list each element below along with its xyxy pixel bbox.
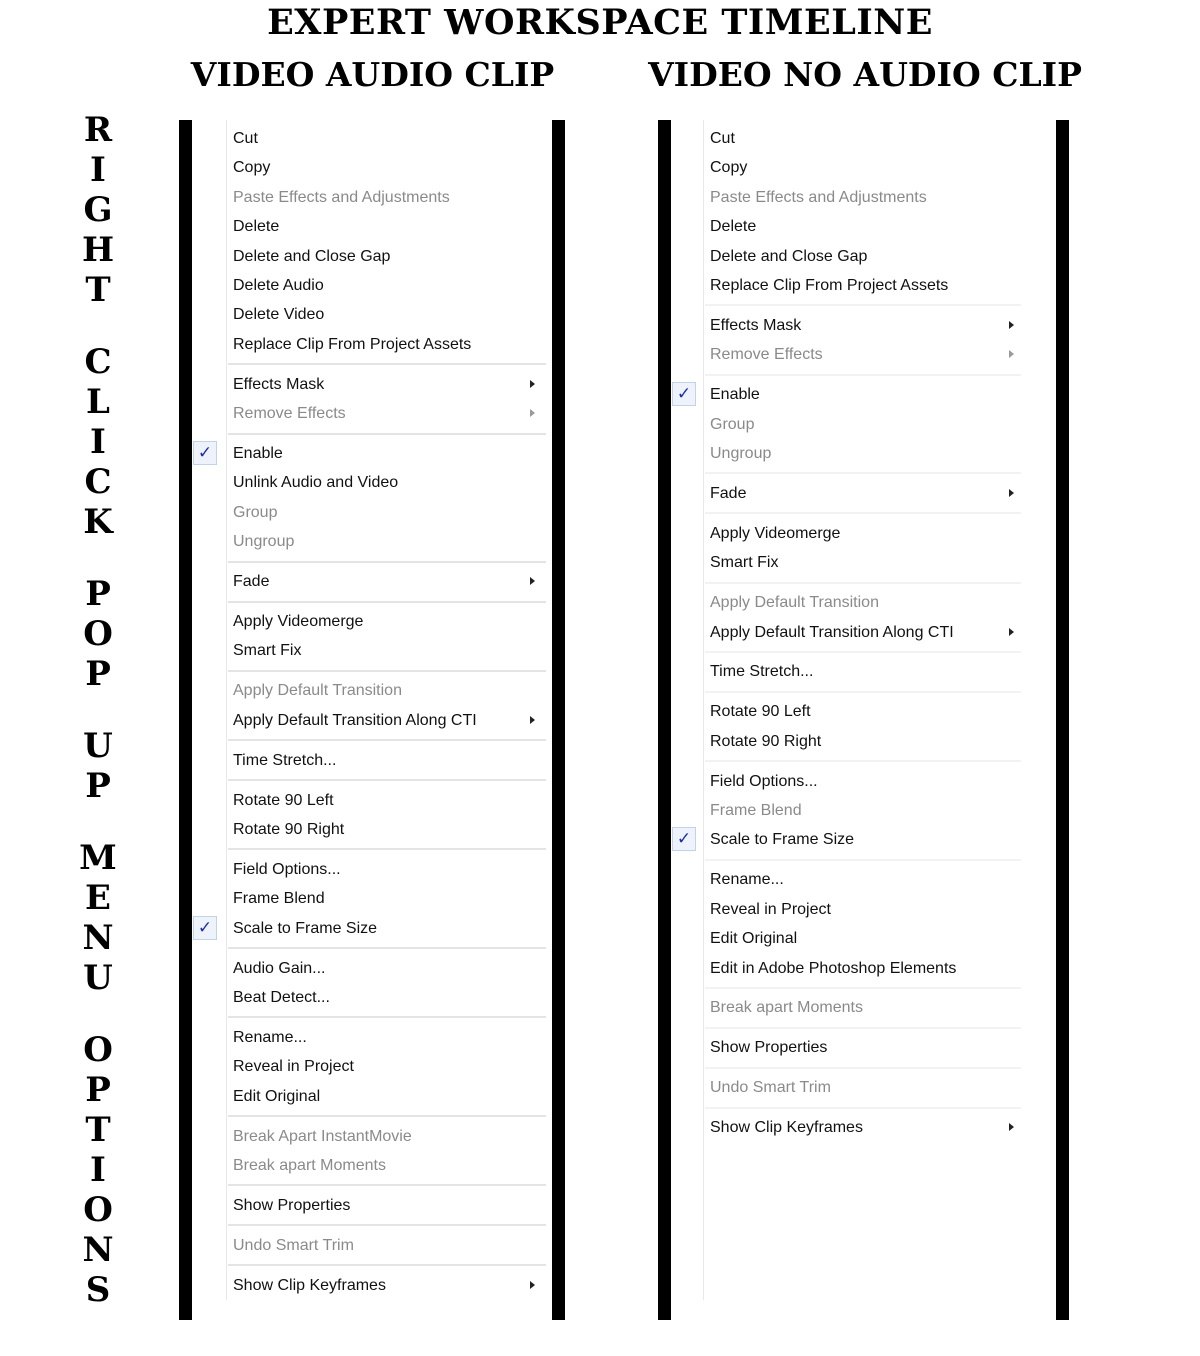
menu-item-label: Beat Detect...: [233, 988, 330, 1006]
side-label-letter: P: [85, 654, 111, 694]
menu-item-reveal-in-project[interactable]: [671, 895, 1027, 924]
left-menu-border-right: [552, 120, 565, 1320]
menu-item-group: [671, 410, 1027, 439]
menu-item-show-properties[interactable]: [192, 1191, 550, 1220]
right-menu-border-right: [1056, 120, 1069, 1320]
side-label-letter: C: [84, 462, 112, 502]
menu-item-label: Fade: [710, 484, 747, 502]
menu-item-label: Group: [710, 415, 755, 433]
menu-item-smart-fix[interactable]: [192, 636, 550, 665]
side-label-letter: O: [83, 614, 113, 654]
menu-item-label: Reveal in Project: [233, 1058, 354, 1076]
menu-item-apply-default-transition: [192, 676, 550, 705]
side-label-letter: P: [85, 574, 111, 614]
menu-item-show-clip-keyframes[interactable]: [192, 1271, 550, 1300]
menu-item-label: Edit Original: [233, 1087, 321, 1105]
menu-item-break-apart-moments: [192, 1151, 550, 1180]
side-label-letter: M: [79, 838, 117, 878]
menu-item-label: Show Clip Keyframes: [710, 1119, 863, 1137]
side-label-letter: T: [85, 270, 111, 310]
menu-item-rotate-90-right[interactable]: [671, 727, 1027, 756]
menu-item-scale-to-frame-size[interactable]: [192, 914, 550, 943]
menu-item-fade[interactable]: [671, 479, 1027, 508]
menu-item-delete[interactable]: [671, 212, 1027, 241]
menu-item-label: Audio Gain...: [233, 959, 326, 977]
menu-item-label: Apply Videomerge: [710, 524, 841, 542]
menu-item-delete[interactable]: [192, 212, 550, 241]
menu-separator: [705, 859, 1021, 861]
menu-item-time-stretch[interactable]: [192, 746, 550, 775]
menu-item-break-apart-instantmovie: [192, 1122, 550, 1151]
menu-item-label: Delete Audio: [233, 277, 324, 294]
menu-item-label: Undo Smart Trim: [710, 1079, 831, 1097]
menu-separator: [705, 374, 1021, 376]
menu-separator: [228, 1264, 546, 1266]
menu-item-label: Ungroup: [233, 533, 295, 551]
menu-item-undo-smart-trim: [192, 1231, 550, 1260]
menu-item-field-options[interactable]: [671, 767, 1027, 796]
menu-separator: [228, 363, 546, 365]
menu-item-cut[interactable]: [671, 124, 1027, 153]
side-label-letter: C: [84, 342, 112, 382]
menu-item-beat-detect[interactable]: [192, 983, 550, 1012]
menu-separator: [705, 691, 1021, 693]
menu-item-label: Scale to Frame Size: [710, 831, 855, 849]
menu-item-scale-to-frame-size[interactable]: [671, 825, 1027, 854]
menu-item-label: Apply Default Transition: [710, 594, 879, 612]
menu-separator: [228, 779, 546, 781]
menu-item-effects-mask[interactable]: [671, 311, 1027, 340]
side-label-letter: I: [90, 422, 106, 462]
menu-separator: [705, 987, 1021, 989]
menu-item-smart-fix[interactable]: [671, 548, 1027, 577]
menu-item-label: Apply Videomerge: [233, 613, 364, 630]
menu-item-label: Replace Clip From Project Assets: [710, 277, 949, 294]
menu-item-apply-default-transition-along-cti[interactable]: [671, 618, 1027, 647]
menu-item-label: Edit in Adobe Photoshop Elements: [710, 959, 957, 977]
menu-item-unlink-audio-and-video[interactable]: [192, 468, 550, 497]
page-title: EXPERT WORKSPACE TIMELINE: [267, 2, 933, 43]
menu-item-label: Rotate 90 Left: [233, 791, 334, 809]
menu-item-label: Delete and Close Gap: [710, 247, 868, 265]
menu-item-label: Undo Smart Trim: [233, 1236, 354, 1254]
menu-item-label: Rotate 90 Right: [233, 820, 345, 838]
menu-item-label: Paste Effects and Adjustments: [233, 188, 450, 206]
menu-item-apply-default-transition-along-cti[interactable]: [192, 706, 550, 735]
menu-item-label: Frame Blend: [710, 802, 802, 819]
menu-item-ungroup: [192, 527, 550, 556]
menu-item-edit-original[interactable]: [671, 924, 1027, 953]
menu-item-rename[interactable]: [192, 1023, 550, 1052]
menu-item-break-apart-moments: [671, 993, 1027, 1022]
menu-item-label: Frame Blend: [233, 890, 325, 908]
menu-item-label: Break apart Moments: [710, 999, 863, 1017]
menu-item-replace-clip-from-project-assets[interactable]: [192, 330, 550, 359]
side-label-letter: K: [83, 502, 113, 542]
side-label-letter: U: [83, 958, 113, 998]
menu-item-reveal-in-project[interactable]: [192, 1052, 550, 1081]
menu-item-delete-and-close-gap[interactable]: [671, 242, 1027, 271]
menu-item-paste-effects-and-adjustments: [671, 183, 1027, 212]
menu-separator: [705, 304, 1021, 306]
menu-item-label: Delete and Close Gap: [233, 247, 391, 265]
menu-item-label: Break Apart InstantMovie: [233, 1127, 412, 1145]
menu-separator: [228, 433, 546, 435]
menu-item-label: Show Properties: [233, 1196, 351, 1214]
menu-item-label: Cut: [710, 130, 735, 147]
menu-item-show-clip-keyframes[interactable]: [671, 1113, 1027, 1142]
menu-item-rename[interactable]: [671, 865, 1027, 894]
menu-separator: [705, 1067, 1021, 1069]
right-menu-border-left: [658, 120, 671, 1320]
menu-item-label: Paste Effects and Adjustments: [710, 188, 927, 206]
menu-item-label: Time Stretch...: [233, 751, 337, 769]
menu-item-label: Delete: [233, 218, 280, 236]
menu-item-group: [192, 498, 550, 527]
menu-separator: [705, 472, 1021, 474]
menu-item-label: Cut: [233, 130, 258, 147]
menu-item-delete-and-close-gap[interactable]: [192, 242, 550, 271]
menu-item-label: Edit Original: [710, 930, 798, 948]
side-label-letter: I: [90, 1150, 106, 1190]
side-label-letter: N: [82, 1230, 114, 1270]
side-label-letter: O: [83, 1190, 113, 1230]
menu-item-label: Effects Mask: [233, 375, 325, 393]
menu-item-replace-clip-from-project-assets[interactable]: [671, 271, 1027, 300]
menu-item-label: Scale to Frame Size: [233, 919, 378, 937]
menu-item-label: Delete: [710, 218, 757, 236]
menu-item-label: Replace Clip From Project Assets: [233, 335, 472, 353]
menu-separator: [228, 1224, 546, 1226]
menu-item-label: Fade: [233, 573, 270, 591]
menu-item-label: Field Options...: [710, 772, 818, 790]
menu-item-rotate-90-left[interactable]: [671, 697, 1027, 726]
menu-separator: [705, 760, 1021, 762]
menu-item-label: Smart Fix: [233, 642, 302, 660]
menu-item-rotate-90-right[interactable]: [192, 815, 550, 844]
side-label-letter: L: [86, 382, 110, 422]
menu-item-label: Rotate 90 Right: [710, 732, 822, 750]
menu-item-label: Apply Default Transition Along CTI: [233, 711, 477, 729]
menu-item-label: Rename...: [233, 1028, 307, 1046]
menu-item-ungroup: [671, 439, 1027, 468]
side-label-letter: P: [85, 1070, 111, 1110]
menu-item-label: Ungroup: [710, 445, 772, 462]
menu-item-label: Unlink Audio and Video: [233, 474, 399, 492]
menu-item-delete-video[interactable]: [192, 300, 550, 329]
menu-item-label: Group: [233, 503, 278, 521]
menu-separator: [228, 739, 546, 741]
menu-separator: [705, 1107, 1021, 1109]
menu-separator: [228, 561, 546, 563]
menu-separator: [228, 1115, 546, 1117]
checkmark-icon: ✓: [672, 382, 696, 406]
menu-item-rotate-90-left[interactable]: [192, 786, 550, 815]
side-label-letter: I: [90, 150, 106, 190]
menu-item-apply-videomerge[interactable]: [671, 519, 1027, 548]
menu-item-label: Break apart Moments: [233, 1156, 386, 1174]
menu-separator: [228, 947, 546, 949]
menu-separator: [228, 1016, 546, 1018]
side-label-letter: H: [81, 230, 115, 270]
side-label-letter: O: [83, 1030, 113, 1070]
menu-item-effects-mask[interactable]: [192, 370, 550, 399]
side-label-letter: N: [82, 918, 114, 958]
menu-item-field-options[interactable]: [192, 855, 550, 884]
side-label-letter: E: [85, 878, 111, 918]
menu-item-undo-smart-trim: [671, 1073, 1027, 1102]
side-label-letter: G: [83, 190, 113, 230]
menu-item-label: Field Options...: [233, 860, 341, 878]
left-menu-border-left: [179, 120, 192, 1320]
menu-item-enable[interactable]: [192, 439, 550, 468]
menu-item-label: Enable: [233, 445, 283, 462]
menu-item-remove-effects: [671, 340, 1027, 369]
menu-item-label: Apply Default Transition Along CTI: [710, 623, 954, 641]
menu-separator: [228, 1184, 546, 1186]
menu-item-audio-gain[interactable]: [192, 954, 550, 983]
menu-separator: [705, 512, 1021, 514]
menu-item-time-stretch[interactable]: [671, 657, 1027, 686]
menu-separator: [705, 1027, 1021, 1029]
menu-item-edit-in-adobe-photoshop-elements[interactable]: [671, 954, 1027, 983]
menu-item-cut[interactable]: [192, 124, 550, 153]
menu-item-label: Remove Effects: [710, 346, 823, 364]
menu-separator: [228, 670, 546, 672]
menu-item-label: Reveal in Project: [710, 900, 831, 918]
menu-item-fade[interactable]: [192, 567, 550, 596]
checkmark-icon: ✓: [193, 441, 217, 465]
menu-item-enable[interactable]: [671, 380, 1027, 409]
menu-item-label: Copy: [233, 159, 271, 177]
menu-item-label: Enable: [710, 386, 760, 404]
menu-item-label: Delete Video: [233, 306, 325, 324]
side-label-letter: U: [83, 726, 113, 766]
menu-item-show-properties[interactable]: [671, 1033, 1027, 1062]
menu-item-label: Show Clip Keyframes: [233, 1276, 386, 1294]
menu-item-label: Effects Mask: [710, 316, 802, 334]
menu-item-apply-videomerge[interactable]: [192, 607, 550, 636]
menu-item-apply-default-transition: [671, 588, 1027, 617]
menu-separator: [228, 601, 546, 603]
side-label-letter: R: [83, 110, 113, 150]
menu-item-frame-blend[interactable]: [192, 884, 550, 913]
left-column-title: VIDEO AUDIO CLIP: [190, 55, 555, 94]
menu-item-label: Remove Effects: [233, 405, 346, 423]
menu-item-label: Copy: [710, 159, 748, 177]
side-label-letter: S: [85, 1270, 111, 1310]
menu-separator: [705, 651, 1021, 653]
menu-item-remove-effects: [192, 399, 550, 428]
right-column-title: VIDEO NO AUDIO CLIP: [648, 55, 1082, 94]
menu-separator: [228, 848, 546, 850]
menu-item-edit-original[interactable]: [192, 1082, 550, 1111]
menu-item-label: Rename...: [710, 871, 784, 889]
menu-item-label: Rotate 90 Left: [710, 703, 811, 721]
menu-separator: [705, 582, 1021, 584]
menu-item-paste-effects-and-adjustments: [192, 183, 550, 212]
checkmark-icon: ✓: [672, 827, 696, 851]
menu-item-label: Time Stretch...: [710, 663, 814, 681]
menu-item-copy[interactable]: [192, 153, 550, 182]
menu-item-frame-blend: [671, 796, 1027, 825]
menu-item-label: Show Properties: [710, 1039, 828, 1057]
menu-item-label: Apply Default Transition: [233, 682, 402, 700]
menu-item-copy[interactable]: [671, 153, 1027, 182]
side-label-letter: P: [85, 766, 111, 806]
menu-item-delete-audio[interactable]: [192, 271, 550, 300]
checkmark-icon: ✓: [193, 916, 217, 940]
menu-item-label: Smart Fix: [710, 554, 779, 572]
side-label-letter: T: [85, 1110, 111, 1150]
